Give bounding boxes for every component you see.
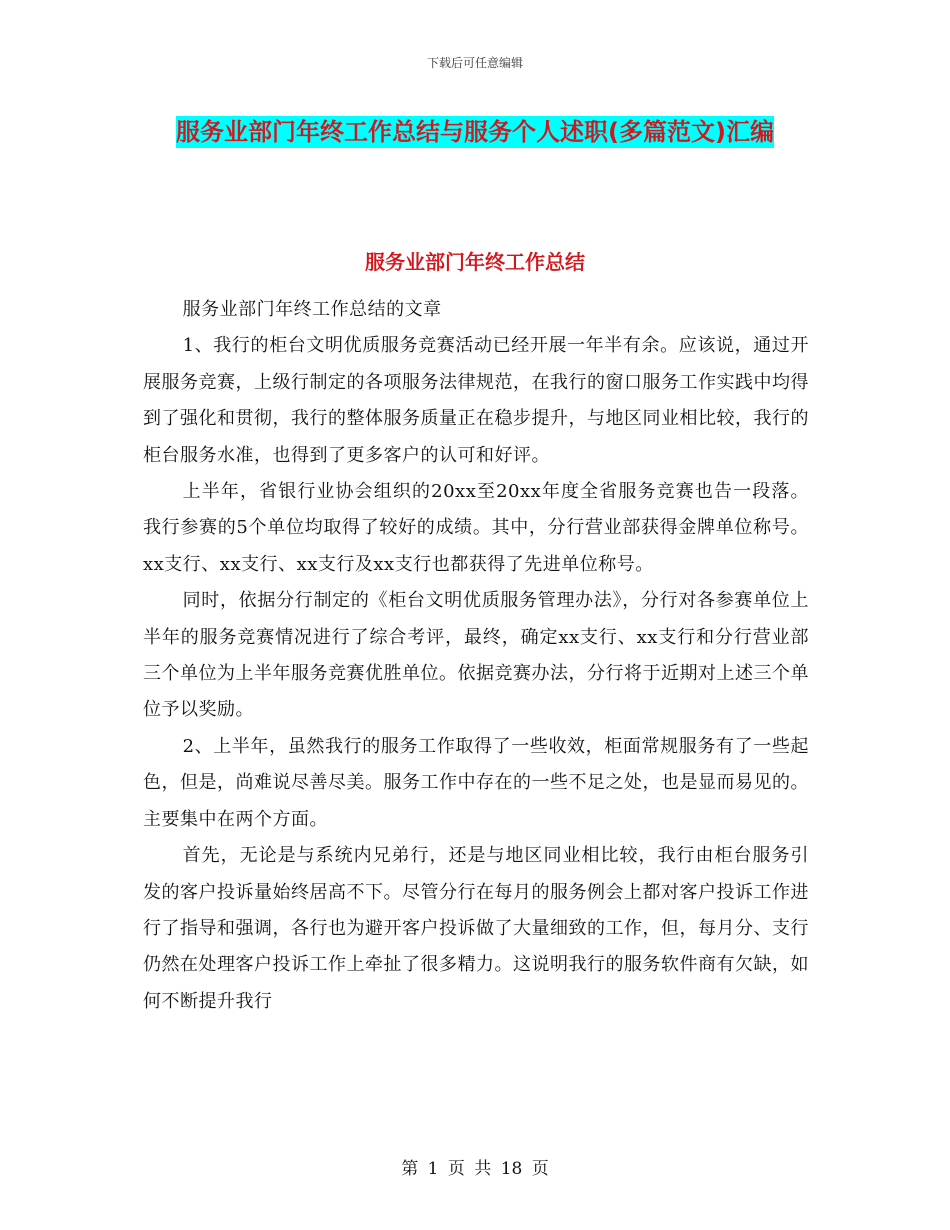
document-title <box>140 110 810 154</box>
paragraph: 2、上半年，虽然我行的服务工作取得了一些收效，柜面常规服务有了一些起色，但是，尚难说尽善尽美。服务工作中存在的一些不足之处，也是显而易见的。主要集中在两个方面。 <box>143 735 809 830</box>
paragraph: 1、我行的柜台文明优质服务竞赛活动已经开展一年半有余。应该说，通过开展服务竞赛，上级行制定的各项服务法律规范，在我行的窗口服务工作实践中均得到了强化和贯彻，我行的整体服务质量正在稳步提升，与地区同业相比较，我行的柜台服务水准，也得到了更多客户的认可和好评。 <box>143 335 809 466</box>
section-title: 服务业部门年终工作总结 <box>365 250 585 274</box>
paragraph: 上半年，省银行业协会组织的20xx至20xx年度全省服务竞赛也告一段落。我行参赛的5个单位均取得了较好的成绩。其中，分行营业部获得金牌单位称号。xx支行、xx支行、xx支行及xx支行也都获得了先进单位称号。 <box>143 481 809 575</box>
page-number: 第 1 页 共 18 页 <box>401 1159 549 1179</box>
document-title-text: 服务业部门年终工作总结与服务个人述职(多篇范文)汇编 <box>176 118 774 146</box>
page-header-note: 下载后可任意编辑 <box>426 56 523 70</box>
document-body <box>143 292 809 1020</box>
paragraph: 同时，依据分行制定的《柜台文明优质服务管理办法》，分行对各参赛单位上半年的服务竞赛情况进行了综合考评，最终，确定xx支行、xx支行和分行营业部三个单位为上半年服务竞赛优胜单位。依据竞赛办法，分行将于近期对上述三个单位予以奖励。 <box>143 590 809 721</box>
paragraph: 服务业部门年终工作总结的文章 <box>182 299 442 320</box>
paragraph: 首先，无论是与系统内兄弟行，还是与地区同业相比较，我行由柜台服务引发的客户投诉量始终居高不下。尽管分行在每月的服务例会上都对客户投诉工作进行了指导和强调，各行也为避开客户投诉做了大量细致的工作，但，每月分、支行仍然在处理客户投诉工作上牵扯了很多精力。这说明我行的服务软件商有欠缺，如何不断提升我行 <box>143 845 809 1012</box>
